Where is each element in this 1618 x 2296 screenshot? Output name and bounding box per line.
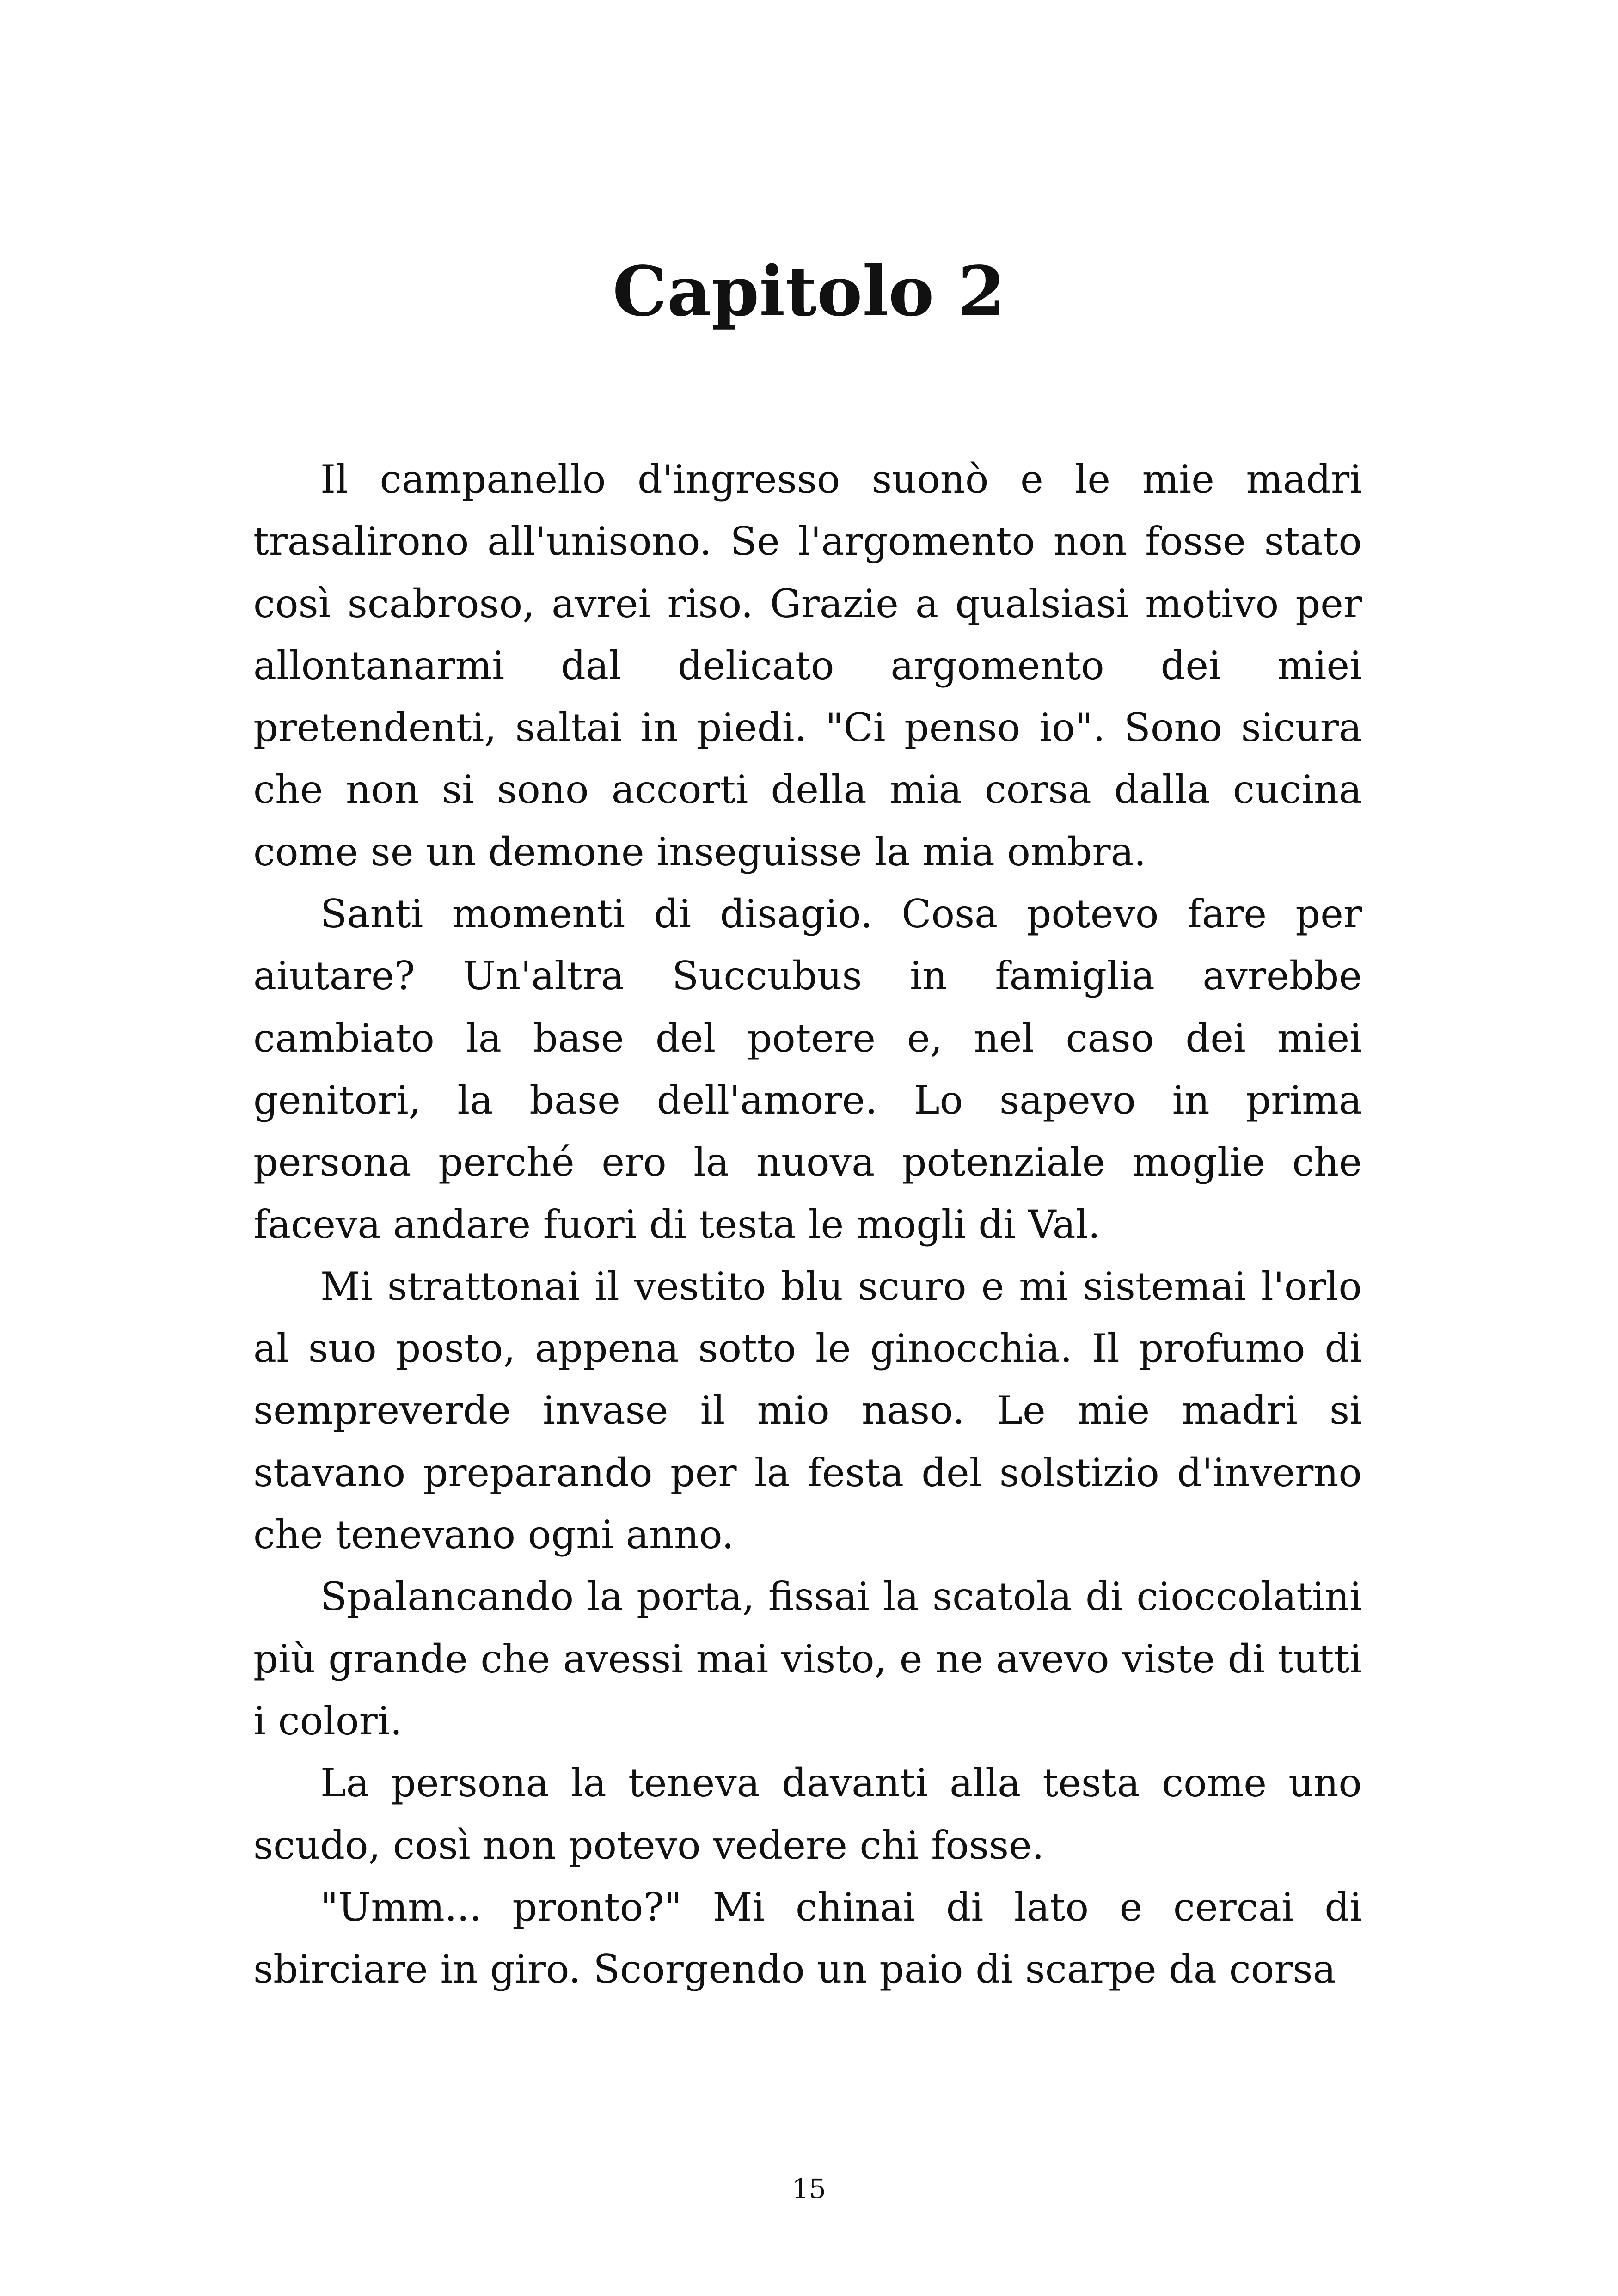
chapter-body: [253, 448, 1362, 2000]
paragraph: Il campanello d'ingresso suonò e le mie madri trasalirono all'unisono. Se l'argomento non fosse stato così scabroso, avrei riso. Grazie a qualsiasi motivo per allontanarmi dal delicato argomento dei miei pretendenti, saltai in piedi. "Ci penso io". Sono sicura che non si sono accorti della mia corsa dalla cucina come se un demone inseguisse la mia ombra.: [253, 457, 1362, 875]
page-number: 15: [792, 2173, 826, 2204]
paragraph: La persona la teneva davanti alla testa come uno scudo, così non potevo vedere chi fosse.: [253, 1760, 1362, 1868]
paragraph: "Umm... pronto?" Mi chinai di lato e cercai di sbirciare in giro. Scorgendo un paio di scarpe da corsa: [253, 1884, 1362, 1992]
chapter-title: Capitolo 2: [613, 251, 1005, 331]
paragraph: Spalancando la porta, fissai la scatola di cioccolatini più grande che avessi mai visto, e ne avevo viste di tutti i colori.: [253, 1574, 1362, 1744]
paragraph: Mi strattonai il vestito blu scuro e mi sistemai l'orlo al suo posto, appena sotto le ginocchia. Il profumo di sempreverde invase il mio naso. Le mie madri si stavano preparando per la festa del solstizio d'inverno che tenevano ogni anno.: [253, 1263, 1362, 1558]
paragraph: Santi momenti di disagio. Cosa potevo fare per aiutare? Un'altra Succubus in famiglia avrebbe cambiato la base del potere e, nel caso dei miei genitori, la base dell'amore. Lo sapevo in prima persona perché ero la nuova potenziale moglie che faceva andare fuori di testa le mogli di Val.: [253, 891, 1362, 1247]
